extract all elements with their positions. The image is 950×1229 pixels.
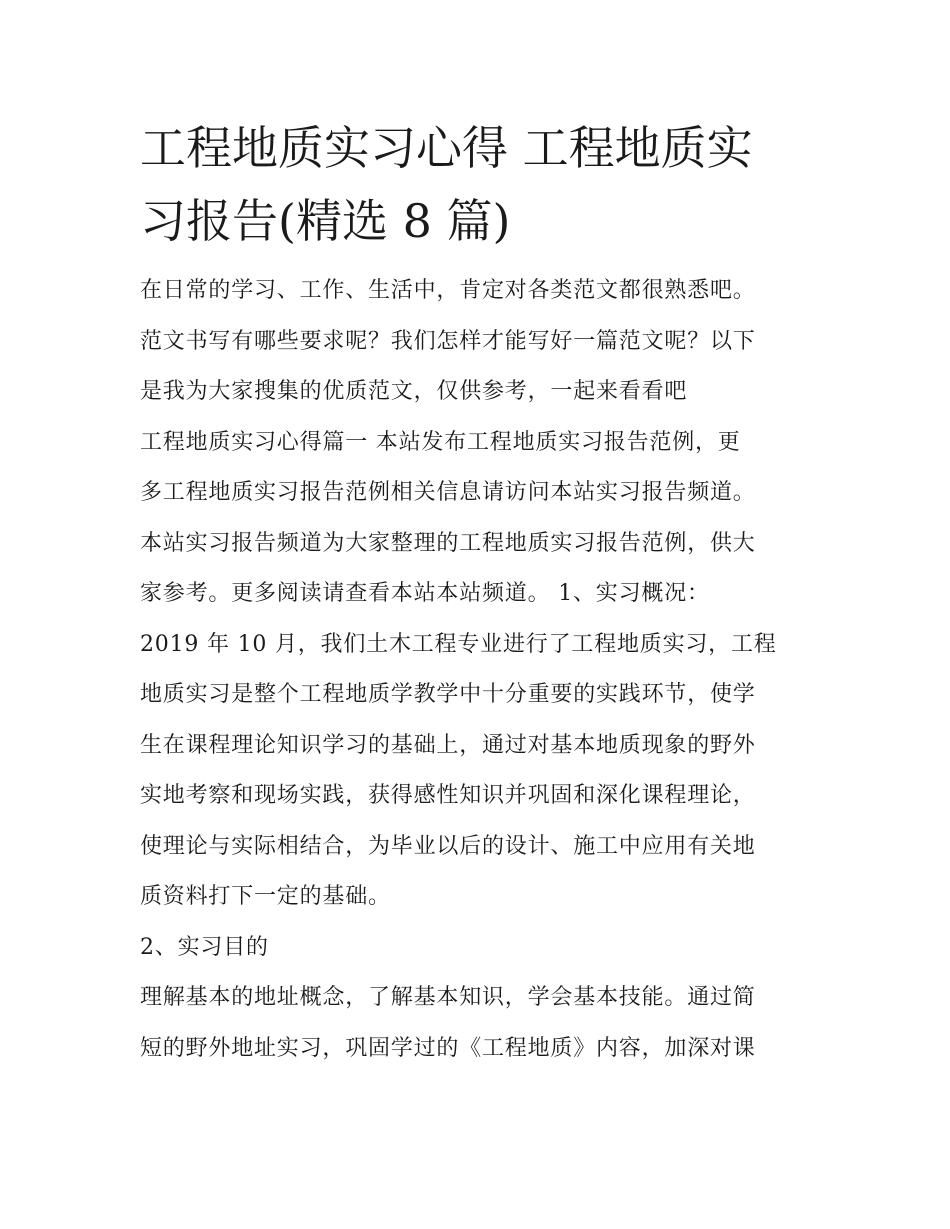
body-line: 短的野外地址实习，巩固学过的《工程地质》内容，加深对课 — [140, 1035, 756, 1061]
body-line: 理解基本的地址概念，了解基本知识，学会基本技能。通过简 — [140, 985, 756, 1010]
body-line: 质资料打下一定的基础。 — [140, 884, 391, 909]
body-line: 是我为大家搜集的优质范文，仅供参考，一起来看看吧 — [140, 379, 688, 404]
body-line: 本站实习报告频道为大家整理的工程地质实习报告范例，供大 — [140, 530, 756, 556]
title-line-2: 习报告(精选 8 篇) — [140, 194, 511, 248]
document-page — [140, 112, 815, 1074]
document-title — [140, 112, 815, 258]
body-line: 在日常的学习、工作、生活中，肯定对各类范文都很熟悉吧。 — [140, 278, 756, 303]
body-line: 家参考。更多阅读请查看本站本站频道。 1、实习概况： — [140, 581, 710, 606]
body-line: 实地考察和现场实践，获得感性知识并巩固和深化课程理论， — [140, 783, 756, 808]
body-line: 多工程地质实习报告范例相关信息请访问本站实习报告频道。 — [140, 480, 756, 505]
document-body — [140, 266, 815, 1074]
body-line: 工程地质实习心得篇一 本站发布工程地质实习报告范例，更 — [140, 429, 741, 455]
title-line-1: 工程地质实习心得 工程地质实 — [140, 121, 753, 175]
body-line: 地质实习是整个工程地质学教学中十分重要的实践环节，使学 — [140, 682, 756, 707]
body-line: 使理论与实际相结合，为毕业以后的设计、施工中应用有关地 — [140, 833, 756, 859]
body-line: 范文书写有哪些要求呢？我们怎样才能写好一篇范文呢？以下 — [140, 328, 756, 354]
section-heading: 2、实习目的 — [140, 934, 269, 960]
body-line: 生在课程理论知识学习的基础上，通过对基本地质现象的野外 — [140, 732, 756, 758]
body-line: 2019 年 10 月，我们土木工程专业进行了工程地质实习，工程 — [140, 631, 777, 657]
